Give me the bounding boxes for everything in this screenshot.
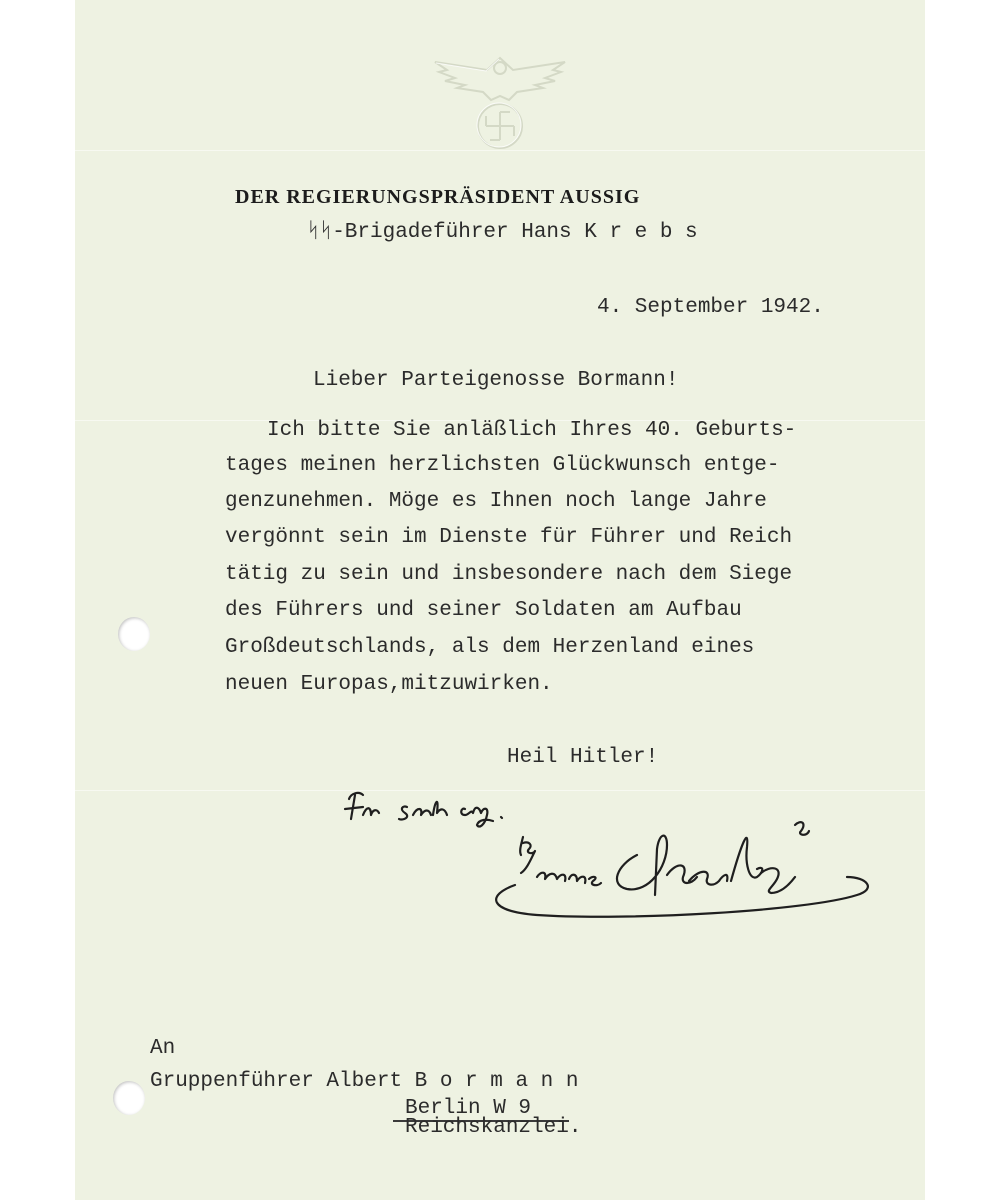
recipient-prefix: An bbox=[150, 1037, 176, 1060]
embossed-eagle-emblem bbox=[425, 48, 575, 154]
body-line: des Führers und seiner Soldaten am Aufbau bbox=[225, 599, 742, 622]
body-line: tages meinen herzlichsten Glückwunsch entge- bbox=[225, 454, 780, 477]
recipient-name: Gruppenführer Albert B o r m a n n bbox=[150, 1070, 579, 1093]
body-line: Großdeutschlands, als dem Herzenland eines bbox=[225, 636, 755, 659]
punch-hole bbox=[118, 617, 150, 651]
punch-hole bbox=[113, 1081, 145, 1115]
recipient-office: Reichskanzlei. bbox=[405, 1116, 582, 1139]
letterhead-title: DER REGIERUNGSPRÄSIDENT AUSSIG bbox=[235, 186, 641, 208]
body-line: neuen Europas,mitzuwirken. bbox=[225, 673, 553, 696]
letter-page bbox=[75, 0, 925, 1200]
letter-date: 4. September 1942. bbox=[597, 296, 824, 319]
body-line: vergönnt sein im Dienste für Führer und Reich bbox=[225, 526, 793, 549]
closing-salute: Heil Hitler! bbox=[507, 746, 659, 769]
body-line: tätig zu sein und insbesondere nach dem Siege bbox=[225, 563, 793, 586]
handwritten-signature bbox=[337, 785, 877, 935]
salutation: Lieber Parteigenosse Bormann! bbox=[313, 369, 679, 392]
body-line: genzunehmen. Möge es Ihnen noch lange Jahre bbox=[225, 490, 767, 513]
sender-line: ᛋᛋ-Brigadeführer Hans K r e b s bbox=[307, 221, 698, 244]
recipient-city: Berlin W 9 bbox=[405, 1097, 532, 1120]
body-line: Ich bitte Sie anläßlich Ihres 40. Geburts- bbox=[267, 419, 797, 442]
